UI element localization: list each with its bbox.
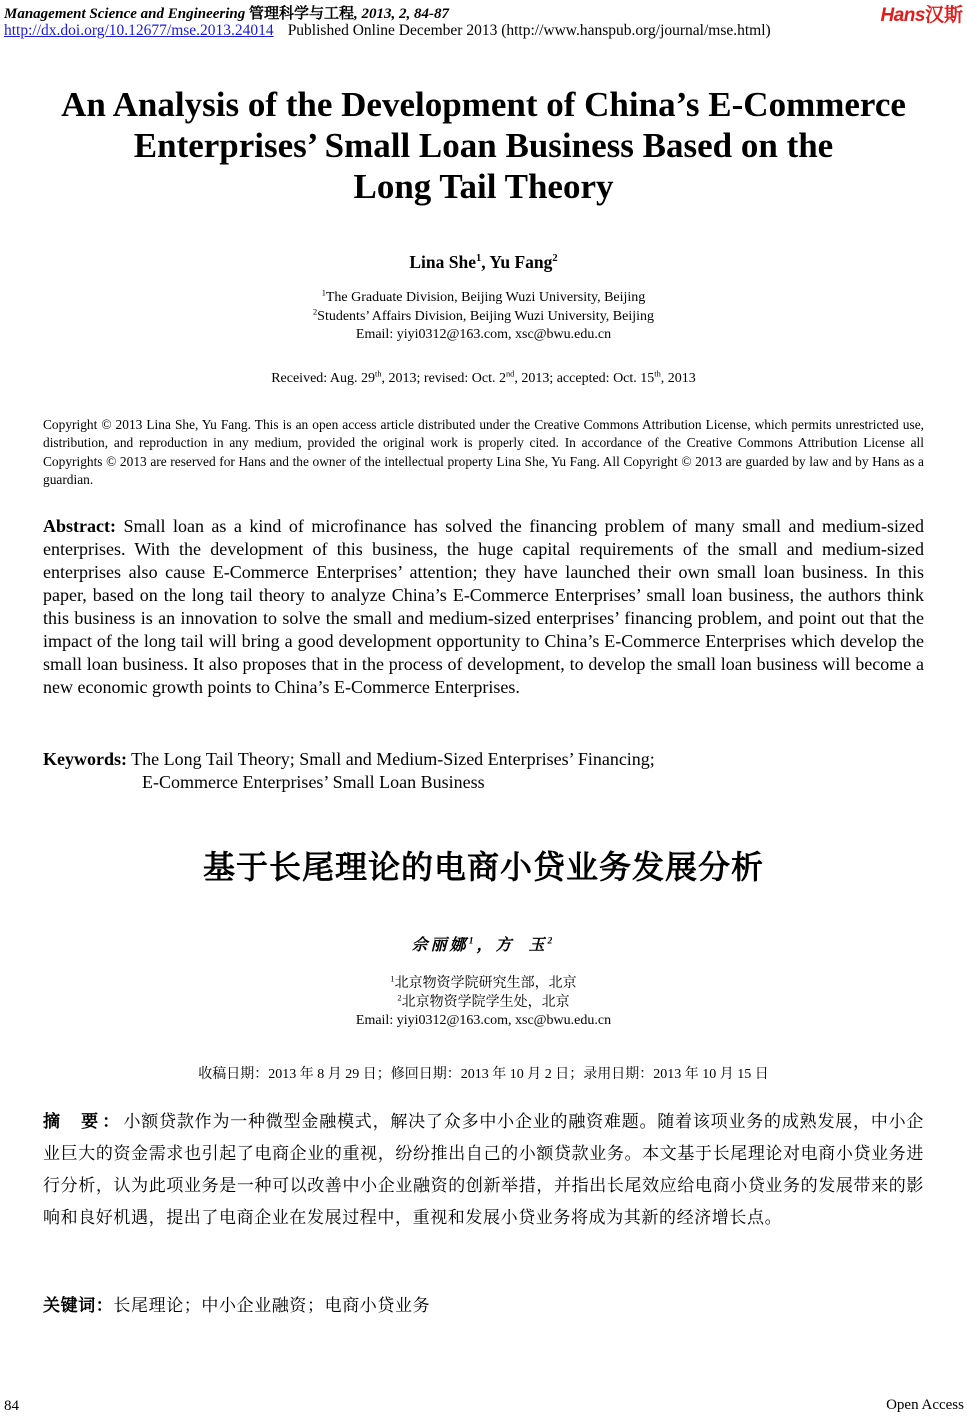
published-online: Published Online December 2013 (http://www.hanspub.org/journal/mse.html) [287,22,771,39]
affil-sup: 2 [312,306,318,316]
author-sup: 2 [547,935,556,947]
journal-name: Management Science and Engineering [4,6,246,22]
affil-text: 北京物资学院研究生部，北京 [394,976,577,991]
affiliation-1 [0,289,967,308]
author-separator: ， [476,937,496,954]
affil-text: 北京物资学院学生处，北京 [401,994,570,1010]
title-line: Enterprises’ Small Loan Business Based on the [133,126,834,165]
title-line: An Analysis of the Development of China’s E-Commerce [61,85,906,124]
logo-text-cn: 汉斯 [924,5,963,26]
email-cn: Email: yiyi0312@163.com, xsc@bwu.edu.cn [355,1013,612,1028]
date-text: , 2013 [660,371,696,386]
chinese-abstract-text: 小额贷款作为一种微型金融模式，解决了众多中小企业的融资难题。随着该项业务的成熟发展，中小企业巨大的资金需求也引起了电商企业的重视，纷纷推出自己的小额贷款业务。本文基于长尾理论对电商小贷业务进行分析，认为此项业务是一种可以改善中小企业融资的创新举措，并指出长尾效应给电商小贷业务的发展带来的影响和良好机遇，提出了电商企业在发展过程中，重视和发展小贷业务将成为其新的经济增长点。 [43,1112,925,1227]
author-sup: 1 [468,935,477,947]
paper-title [20,84,947,207]
journal-issue: , 2013, 2, 84-87 [354,6,450,22]
submission-dates [0,371,967,387]
abstract-text: Small loan as a kind of microfinance has solved the financing problem of many small and medium-sized enterprises. With the development of this business, the huge capital requirements of the small and medium-sized enterprises also cause E-Commerce Enterprises’ attention; they have launched their own small loan business. In this paper, based on the long tail theory to analyze China’s E-Commerce Enterprises’ small loan business, the authors think this business is an innovation to solve the small and medium-sized enterprises’ financing problem, and point out that the impact of the long tail will bring a good development opportunity to China’s E-Commerce Enterprises which develop the small loan business. It also proposes that in the process of development, to develop the small loan business will become a new economic growth points to China’s E-Commerce Enterprises. [43,516,924,697]
abstract-label: Abstract: [43,516,116,536]
keywords [43,748,655,794]
authors [0,252,967,273]
chinese-abstract [43,1106,924,1234]
publisher-logo [881,0,963,27]
date-sup: th [375,369,382,379]
open-access-label: Open Access [886,1397,964,1413]
chinese-keywords-label: 关键词： [43,1296,114,1315]
affil-text: The Graduate Division, Beijing Wuzi University, Beijing [325,290,646,305]
chinese-title: 基于长尾理论的电商小贷业务发展分析 [202,848,764,886]
affil-text: Students’ Affairs Division, Beijing Wuzi University, Beijing [317,308,655,324]
title-line: Long Tail Theory [353,167,614,206]
author-sup: 2 [552,253,558,265]
author-name: Lina She [409,252,476,272]
date-sup: nd [505,369,515,379]
date-text: , 2013; accepted: Oct. 15 [514,371,655,386]
keywords-line-1: The Long Tail Theory; Small and Medium-Sized Enterprises’ Financing; [127,749,655,769]
affil-sup: 1 [321,288,326,298]
abstract [43,515,924,699]
affiliation-cn-1 [0,975,967,994]
keywords-line-2: E-Commerce Enterprises’ Small Loan Business [142,772,485,792]
journal-name-cn: 管理科学与工程 [249,6,355,22]
journal-header [4,2,449,23]
page-number: 84 [4,1398,19,1414]
author-separator: , [481,252,490,272]
chinese-dates: 收稿日期：2013 年 8 月 29 日；修回日期：2013 年 10 月 2 日；录用日期：2013 年 10 月 15 日 [198,1067,769,1082]
logo-text-en: Hans [880,5,925,26]
chinese-keywords [43,1291,430,1316]
copyright-notice: Copyright © 2013 Lina She, Yu Fang. This is an open access article distributed under the Creative Commons Attribution License, which permits unrestricted use, distribution, and reproduction in any medium, provided the original work is properly cited. In accordance of the Creative Commons Attribution License all Copyrights © 2013 are reserved for Hans and the owner of the intellectual property Lina She, Yu Fang. All Copyright © 2013 are guarded by law and by Hans as a guardian. [43,417,924,488]
doi-line [4,22,771,40]
affil-sup: 2 [397,992,402,1002]
author-name-cn: 方 玉 [495,937,548,954]
email: Email: yiyi0312@163.com, xsc@bwu.edu.cn [355,327,612,342]
chinese-keywords-text: 长尾理论；中小企业融资；电商小贷业务 [113,1296,431,1315]
date-sup: th [654,369,661,379]
affil-sup: 1 [390,974,395,984]
affiliations [0,289,967,345]
author-sup: 1 [475,253,482,265]
chinese-abstract-label: 摘 要： [43,1112,124,1131]
affiliation-cn-2 [0,994,967,1013]
doi-link[interactable]: http://dx.doi.org/10.12677/mse.2013.24014 [4,22,274,39]
author-name-cn: 佘丽娜 [411,937,469,954]
author-name: Yu Fang [489,252,553,272]
date-text: , 2013; revised: Oct. 2 [381,371,506,386]
keywords-label: Keywords: [43,749,127,769]
date-text: Received: Aug. 29 [271,371,376,386]
chinese-affiliations [0,975,967,1031]
affiliation-2 [0,308,967,327]
chinese-authors [0,932,967,955]
